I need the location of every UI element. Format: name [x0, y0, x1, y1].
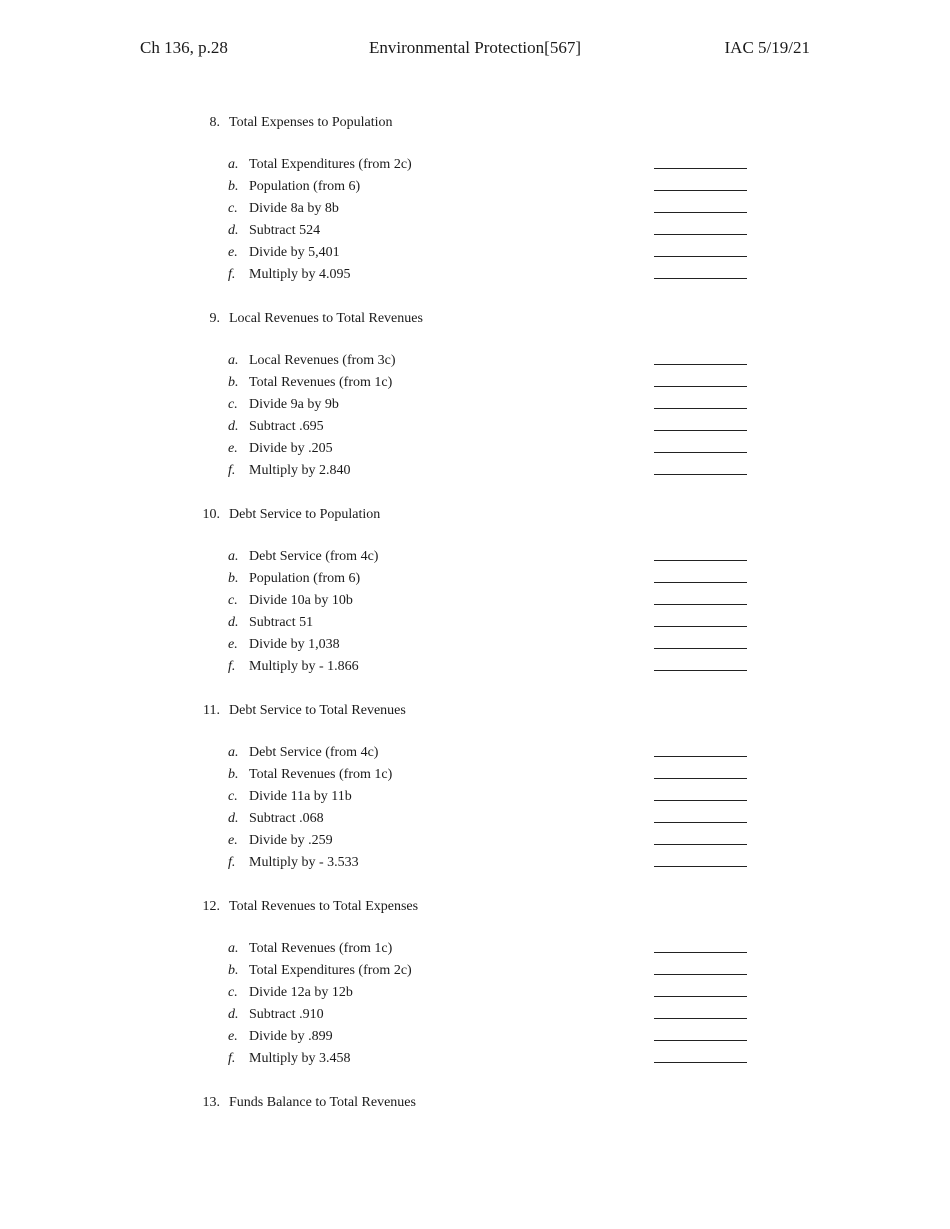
item-letter: f.: [228, 463, 236, 478]
item-label: Total Revenues (from 1c): [249, 375, 393, 390]
worksheet-line-item: [196, 852, 756, 874]
answer-blank-line: [654, 648, 747, 649]
item-label: Subtract .695: [249, 419, 324, 434]
answer-blank-line: [654, 756, 747, 757]
worksheet-section: [196, 112, 756, 286]
item-letter: c.: [228, 985, 238, 1000]
worksheet-line-item: [196, 350, 756, 372]
answer-blank-line: [654, 256, 747, 257]
answer-blank-line: [654, 560, 747, 561]
worksheet-section: [196, 700, 756, 874]
answer-blank-line: [654, 800, 747, 801]
item-letter: a.: [228, 353, 239, 368]
answer-blank-line: [654, 430, 747, 431]
chapter-page-label: Ch 136, p.28: [140, 38, 228, 57]
worksheet-line-item: [196, 764, 756, 786]
item-label: Multiply by 4.095: [249, 267, 351, 282]
answer-blank-line: [654, 582, 747, 583]
worksheet-line-item: [196, 830, 756, 852]
answer-blank-line: [654, 168, 747, 169]
section-items: [196, 350, 756, 482]
section-title: Local Revenues to Total Revenues: [229, 311, 423, 326]
worksheet-line-item: [196, 546, 756, 568]
worksheet-line-item: [196, 394, 756, 416]
page-header: [140, 38, 810, 62]
item-label: Local Revenues (from 3c): [249, 353, 396, 368]
worksheet-line-item: [196, 982, 756, 1004]
section-number: 10.: [202, 507, 220, 522]
item-label: Divide 10a by 10b: [249, 593, 353, 608]
item-letter: d.: [228, 223, 239, 238]
worksheet-line-item: [196, 372, 756, 394]
item-label: Multiply by 2.840: [249, 463, 351, 478]
answer-blank-line: [654, 974, 747, 975]
worksheet-line-item: [196, 1048, 756, 1070]
item-letter: a.: [228, 941, 239, 956]
answer-blank-line: [654, 474, 747, 475]
worksheet-section: [196, 504, 756, 678]
item-label: Divide 9a by 9b: [249, 397, 339, 412]
worksheet-line-item: [196, 438, 756, 460]
item-letter: e.: [228, 637, 238, 652]
worksheet-line-item: [196, 416, 756, 438]
item-label: Total Expenditures (from 2c): [249, 157, 412, 172]
section-title: Funds Balance to Total Revenues: [229, 1095, 416, 1110]
item-label: Divide 8a by 8b: [249, 201, 339, 216]
worksheet-line-item: [196, 786, 756, 808]
item-label: Total Expenditures (from 2c): [249, 963, 412, 978]
section-items: [196, 546, 756, 678]
section-heading: [196, 112, 756, 134]
answer-blank-line: [654, 408, 747, 409]
item-label: Multiply by - 1.866: [249, 659, 359, 674]
section-number: 12.: [202, 899, 220, 914]
answer-blank-line: [654, 604, 747, 605]
worksheet-line-item: [196, 460, 756, 482]
item-label: Subtract 524: [249, 223, 321, 238]
worksheet-sections: [196, 112, 756, 1136]
worksheet-line-item: [196, 742, 756, 764]
item-label: Multiply by - 3.533: [249, 855, 359, 870]
worksheet-line-item: [196, 612, 756, 634]
item-label: Divide by .205: [249, 441, 333, 456]
section-items: [196, 938, 756, 1070]
worksheet-line-item: [196, 1026, 756, 1048]
item-letter: c.: [228, 593, 238, 608]
answer-blank-line: [654, 190, 747, 191]
section-heading: [196, 504, 756, 526]
worksheet-line-item: [196, 808, 756, 830]
section-items: [196, 154, 756, 286]
answer-blank-line: [654, 386, 747, 387]
answer-blank-line: [654, 778, 747, 779]
item-letter: b.: [228, 375, 239, 390]
item-label: Divide by .259: [249, 833, 333, 848]
section-number: 9.: [209, 311, 220, 326]
answer-blank-line: [654, 1018, 747, 1019]
item-label: Total Revenues (from 1c): [249, 941, 393, 956]
section-title: Debt Service to Population: [229, 507, 381, 522]
worksheet-line-item: [196, 198, 756, 220]
answer-blank-line: [654, 996, 747, 997]
item-letter: a.: [228, 549, 239, 564]
item-label: Population (from 6): [249, 571, 361, 586]
worksheet-section: [196, 896, 756, 1070]
worksheet-section: [196, 1092, 756, 1114]
section-heading: [196, 700, 756, 722]
answer-blank-line: [654, 866, 747, 867]
item-letter: b.: [228, 963, 239, 978]
answer-blank-line: [654, 844, 747, 845]
item-letter: f.: [228, 1051, 236, 1066]
worksheet-line-item: [196, 264, 756, 286]
item-letter: b.: [228, 571, 239, 586]
answer-blank-line: [654, 234, 747, 235]
item-letter: d.: [228, 615, 239, 630]
worksheet-line-item: [196, 568, 756, 590]
item-label: Subtract .068: [249, 811, 324, 826]
item-letter: b.: [228, 179, 239, 194]
item-label: Multiply by 3.458: [249, 1051, 351, 1066]
item-letter: e.: [228, 245, 238, 260]
answer-blank-line: [654, 822, 747, 823]
item-label: Divide by 5,401: [249, 245, 340, 260]
item-letter: c.: [228, 201, 238, 216]
answer-blank-line: [654, 452, 747, 453]
worksheet-line-item: [196, 634, 756, 656]
worksheet-line-item: [196, 938, 756, 960]
section-number: 11.: [203, 703, 220, 718]
worksheet-line-item: [196, 154, 756, 176]
answer-blank-line: [654, 1062, 747, 1063]
section-heading: [196, 308, 756, 330]
answer-blank-line: [654, 278, 747, 279]
item-letter: f.: [228, 855, 236, 870]
answer-blank-line: [654, 670, 747, 671]
item-letter: d.: [228, 419, 239, 434]
section-heading: [196, 1092, 756, 1114]
item-letter: d.: [228, 811, 239, 826]
section-number: 13.: [202, 1095, 220, 1110]
item-label: Divide 12a by 12b: [249, 985, 353, 1000]
answer-blank-line: [654, 952, 747, 953]
item-label: Divide 11a by 11b: [249, 789, 352, 804]
section-title: Total Expenses to Population: [229, 115, 393, 130]
item-letter: c.: [228, 789, 238, 804]
item-label: Debt Service (from 4c): [249, 549, 379, 564]
item-label: Subtract .910: [249, 1007, 324, 1022]
worksheet-line-item: [196, 242, 756, 264]
worksheet-line-item: [196, 590, 756, 612]
item-label: Divide by 1,038: [249, 637, 340, 652]
worksheet-section: [196, 308, 756, 482]
answer-blank-line: [654, 212, 747, 213]
iac-date-label: IAC 5/19/21: [724, 38, 810, 57]
item-letter: e.: [228, 1029, 238, 1044]
item-label: Population (from 6): [249, 179, 361, 194]
worksheet-line-item: [196, 960, 756, 982]
item-label: Total Revenues (from 1c): [249, 767, 393, 782]
item-label: Debt Service (from 4c): [249, 745, 379, 760]
section-items: [196, 742, 756, 874]
section-title: Total Revenues to Total Expenses: [229, 899, 419, 914]
section-number: 8.: [209, 115, 220, 130]
agency-title: Environmental Protection[567]: [369, 38, 581, 57]
answer-blank-line: [654, 1040, 747, 1041]
answer-blank-line: [654, 626, 747, 627]
item-letter: f.: [228, 267, 236, 282]
item-letter: a.: [228, 745, 239, 760]
item-letter: d.: [228, 1007, 239, 1022]
answer-blank-line: [654, 364, 747, 365]
worksheet-line-item: [196, 220, 756, 242]
item-letter: e.: [228, 833, 238, 848]
item-letter: b.: [228, 767, 239, 782]
item-letter: f.: [228, 659, 236, 674]
worksheet-line-item: [196, 1004, 756, 1026]
section-heading: [196, 896, 756, 918]
worksheet-line-item: [196, 656, 756, 678]
item-label: Subtract 51: [249, 615, 314, 630]
item-letter: c.: [228, 397, 238, 412]
worksheet-line-item: [196, 176, 756, 198]
item-letter: a.: [228, 157, 239, 172]
item-letter: e.: [228, 441, 238, 456]
section-title: Debt Service to Total Revenues: [229, 703, 406, 718]
item-label: Divide by .899: [249, 1029, 333, 1044]
